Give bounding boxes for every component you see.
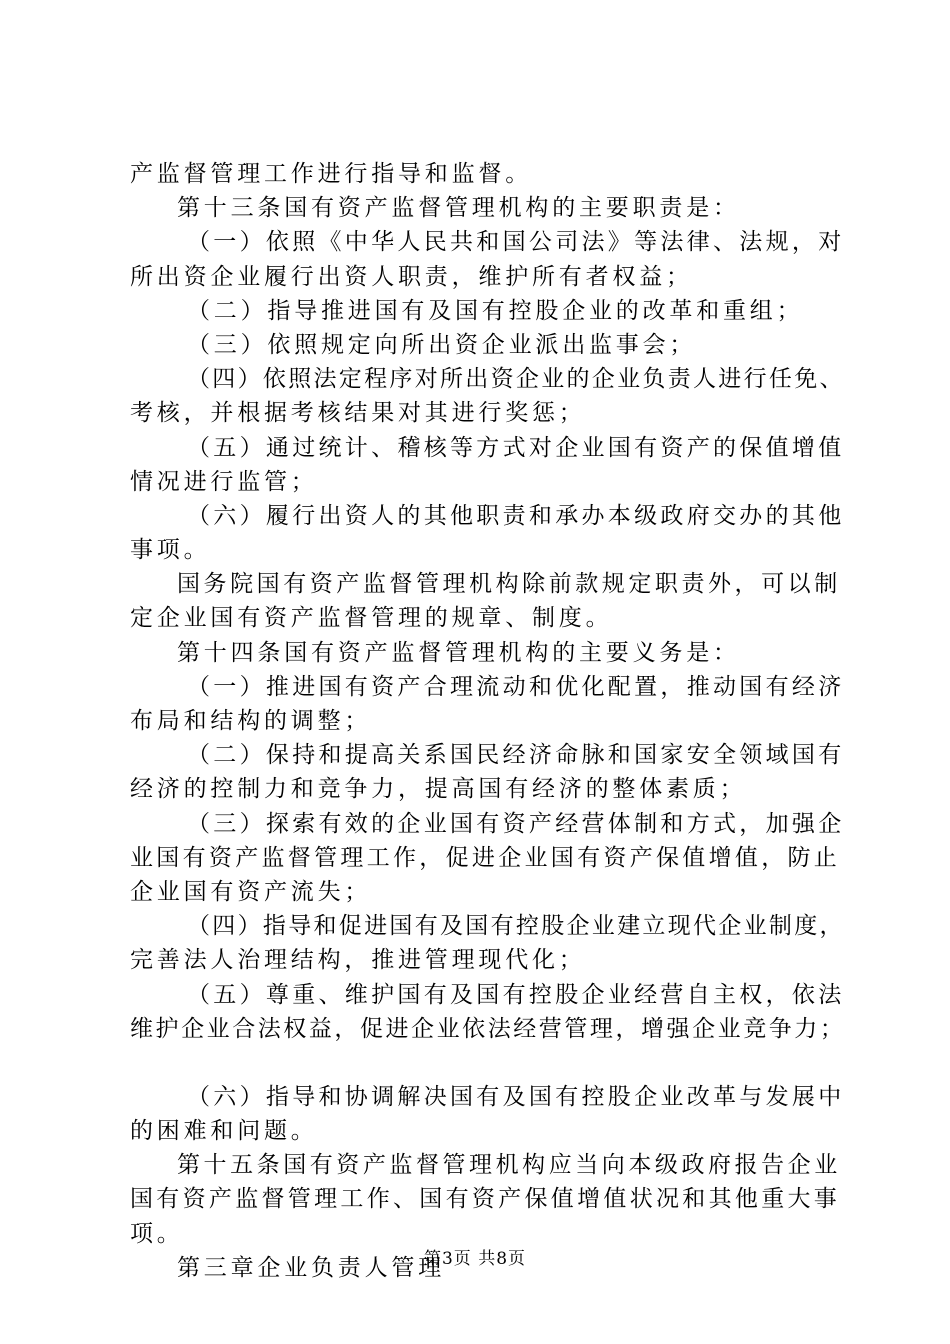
text-line: 项。 [130, 1220, 184, 1247]
text-line: 布局和结构的调整； [130, 708, 372, 734]
text-line: （一）推进国有资产合理流动和优化配置，推动国有经济 [187, 673, 845, 700]
text-line: 国务院国有资产监督管理机构除前款规定职责外，可以制 [177, 571, 841, 598]
text-line: 维护企业合法权益，促进企业依法经营管理，增强企业竞争力； [130, 1015, 846, 1042]
text-line: 定企业国有资产监督管理的规章、制度。 [130, 605, 613, 632]
text-line: 情况进行监管； [130, 468, 318, 495]
text-line: 完善法人治理结构，推进管理现代化； [130, 947, 586, 974]
article-14-heading: 第十四条国有资产监督管理机构的主要义务是： [177, 639, 740, 666]
blank-line [130, 1046, 835, 1080]
text-line: （二）指导推进国有及国有控股企业的改革和重组； [187, 297, 804, 324]
text-line: （三）依照规定向所出资企业派出监事会； [187, 331, 697, 358]
text-line: 事项。 [130, 537, 211, 564]
text-line: 所出资企业履行出资人职责，维护所有者权益； [130, 263, 693, 290]
text-line: 企业国有资产流失； [130, 878, 372, 905]
text-line: （三）探索有效的企业国有资产经营体制和方式，加强企 [187, 810, 845, 837]
text-line: （五）尊重、维护国有及国有控股企业经营自主权，依法 [187, 981, 845, 1008]
page-number-footer: 第3页 共8页 [423, 1249, 527, 1269]
text-line: 业国有资产监督管理工作，促进企业国有资产保值增值，防止 [130, 844, 841, 871]
text-line: 经济的控制力和竞争力，提高国有经济的整体素质； [130, 776, 747, 803]
article-13-heading: 第十三条国有资产监督管理机构的主要职责是： [177, 195, 740, 222]
chapter-3-heading: 第三章企业负责人管理 [177, 1254, 445, 1281]
text-line: （六）指导和协调解决国有及国有控股企业改革与发展中 [187, 1083, 845, 1110]
text-line: （六）履行出资人的其他职责和承办本级政府交办的其他 [187, 502, 845, 529]
text-line: （四）依照法定程序对所出资企业的企业负责人进行任免、 [187, 366, 845, 393]
text-line: （二）保持和提高关系国民经济命脉和国家安全领域国有 [187, 742, 845, 769]
document-body [130, 157, 846, 1285]
text-line: 国有资产监督管理工作、国有资产保值增值状况和其他重大事 [130, 1186, 841, 1213]
text-line: 产监督管理工作进行指导和监督。 [130, 161, 532, 187]
text-line: （五）通过统计、稽核等方式对企业国有资产的保值增值 [187, 434, 845, 461]
text-line: （一）依照《中华人民共和国公司法》等法律、法规，对 [187, 229, 845, 256]
text-line: （四）指导和促进国有及国有控股企业建立现代企业制度， [187, 913, 845, 940]
text-line: 的困难和问题。 [130, 1118, 318, 1145]
article-15-heading: 第十五条国有资产监督管理机构应当向本级政府报告企业 [177, 1152, 841, 1179]
text-line: 考核，并根据考核结果对其进行奖惩； [130, 400, 586, 427]
